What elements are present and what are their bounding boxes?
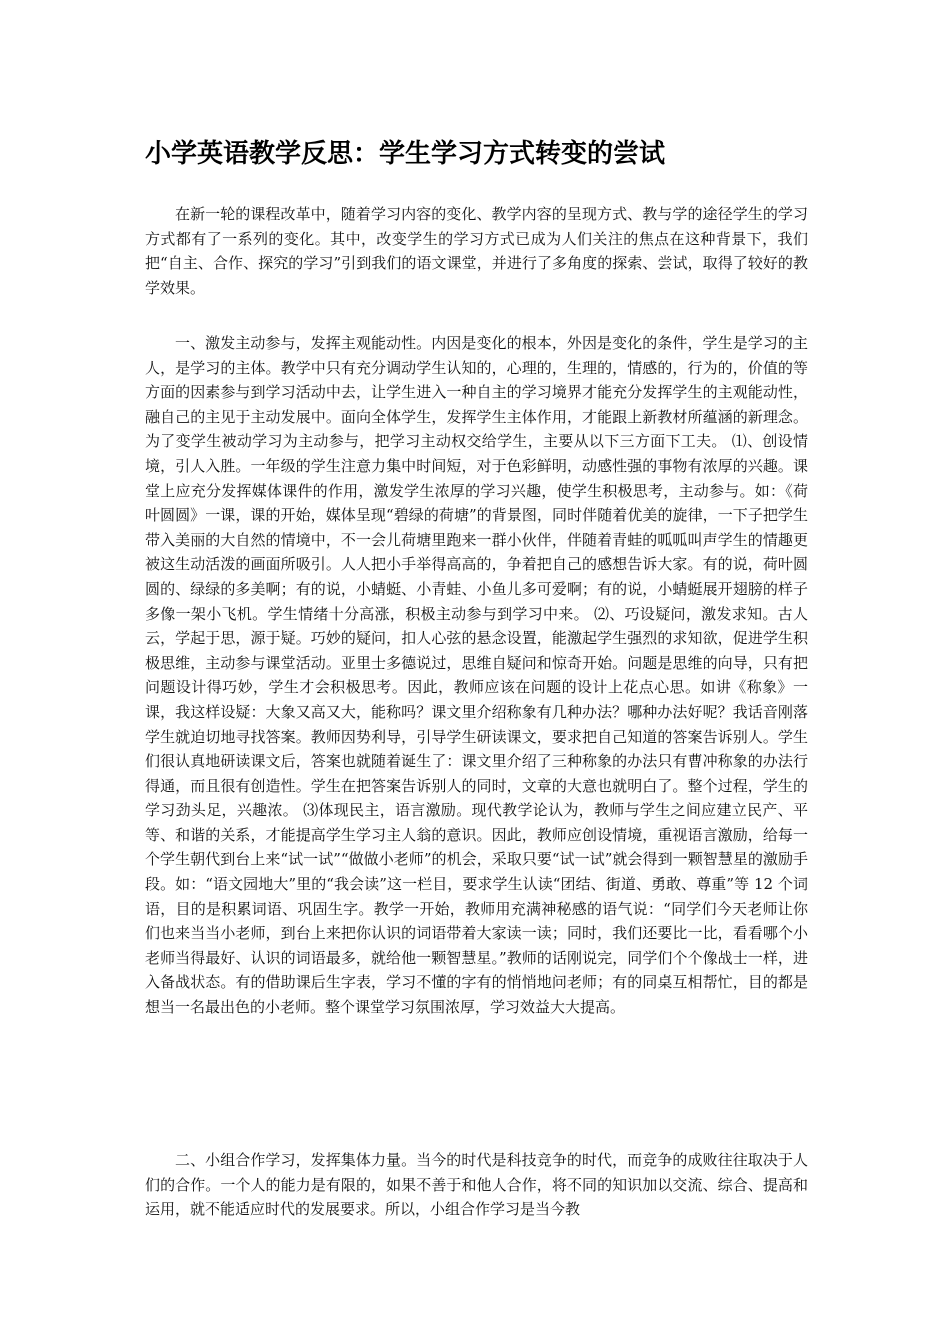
document-title: 小学英语教学反思：学生学习方式转变的尝试 xyxy=(145,139,666,169)
paragraph-section-one: 一、激发主动参与，发挥主观能动性。内因是变化的根本，外因是变化的条件，学生是学习的主人，是学习的主体。教学中只有充分调动学生认知的，心理的，生理的，情感的，行为的，价值的等方面的因素参与到学习活动中去，让学生进入一种自主的学习境界才能充分发挥学生的主观能动性，融自己的主见于主动发展中。面向全体学生，发挥学生主体作用，才能跟上新教材所蕴涵的新理念。为了变学生被动学习为主动参与，把学习主动权交给学生，主要从以下三方面下工夫。 ⑴、创设情境，引人入胜。一年级的学生注意力集中时间短，对于色彩鲜明，动感性强的事物有浓厚的兴趣。课堂上应充分发挥媒体课件的作用，激发学生浓厚的学习兴趣，使学生积极思考，主动参与。如：《荷叶圆圆》一课，课的开始，媒体呈现“碧绿的荷塘”的背景图，同时伴随着优美的旋律，一下子把学生带入美丽的大自然的情境中，不一会儿荷塘里跑来一群小伙伴，伴随着青蛙的呱呱叫声学生的情趣更被这生动活泼的画面所吸引。人人把小手举得高高的，争着把自己的感想告诉大家。有的说，荷叶圆圆的、绿绿的多美啊；有的说，小蜻蜓、小青蛙、小鱼儿多可爱啊；有的说，小蜻蜓展开翅膀的样子多像一架小飞机。学生情绪十分高涨，积极主动参与到学习中来。 ⑵、巧设疑问，激发求知。古人云，学起于思，源于疑。巧妙的疑问，扣人心弦的悬念设置，能激起学生强烈的求知欲，促进学生积极思维，主动参与课堂活动。亚里士多德说过，思维自疑问和惊奇开始。问题是思维的向导，只有把问题设计得巧妙，学生才会积极思考。因此，教师应该在问题的设计上花点心思。如讲《称象》一课，我这样设疑：大象又高又大，能称吗？课文里介绍称象有几种办法？哪种办法好呢？我话音刚落学生就迫切地寻找答案。教师因势利导，引导学生研读课文，要求把自己知道的答案告诉别人。学生们很认真地研读课文后，答案也就随着诞生了：课文里介绍了三种称象的办法只有曹冲称象的办法行得通，而且很有创造性。学生在把答案告诉别人的同时，文章的大意也就明白了。整个过程，学生的学习劲头足，兴趣浓。 ⑶体现民主，语言激励。现代教学论认为，教师与学生之间应建立民产、平等、和谐的关系，才能提高学生学习主人翁的意识。因此，教师应创设情境，重视语言激励，给每一个学生朝代到台上来“试一试”“做做小老师”的机会，采取只要“试一试”就会得到一颗智慧星的激励手段。如：“语文园地大”里的“我会读”这一栏目，要求学生认读“团结、街道、勇敢、尊重”等 12 个词语，目的是积累词语、巩固生字。教学一开始，教师用充满神秘感的语气说：“同学们今天老师让你们也来当当小老师，到台上来把你认识的词语带着大家读一读；同时，我们还要比一比，看看哪个小老师当得最好、认识的词语最多，就给他一颗智慧星。”教师的话刚说完，同学们个个像战士一样，进入备战状态。有的借助课后生字表，学习不懂的字有的悄悄地问老师；有的同桌互相帮忙，目的都是想当一名最出色的小老师。整个课堂学习氛围浓厚，学习效益大大提高。 xyxy=(145,334,808,1017)
paragraph-section-two: 二、小组合作学习，发挥集体力量。当今的时代是科技竞争的时代，而竞争的成败往往取决于人们的合作。一个人的能力是有限的，如果不善于和他人合作，将不同的知识加以交流、综合、提高和运用，就不能适应时代的发展要求。所以，小组合作学习是当今教 xyxy=(145,1151,808,1219)
paragraph-intro: 在新一轮的课程改革中，随着学习内容的变化、教学内容的呈现方式、教与学的途径学生的学习方式都有了一系列的变化。其中，改变学生的学习方式已成为人们关注的焦点在这种背景下，我们把“自主、合作、探究的学习”引到我们的语文课堂，并进行了多角度的探索、尝试，取得了较好的教学效果。 xyxy=(145,205,808,297)
